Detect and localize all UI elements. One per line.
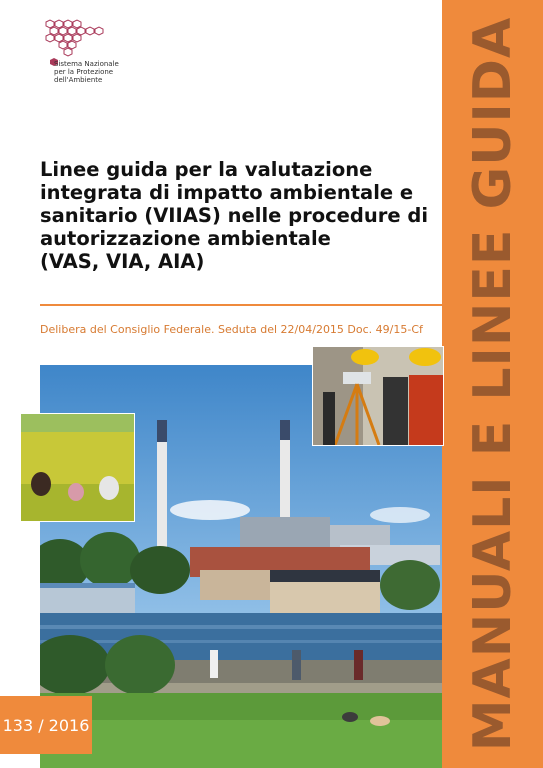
issue-number: 133 / 2016 — [2, 715, 90, 735]
surveyors-photo — [312, 346, 444, 446]
divider — [40, 304, 442, 306]
document-title — [40, 158, 440, 273]
title-line: (VAS, VIA, AIA) — [40, 250, 205, 273]
logo-line: dell'Ambiente — [54, 76, 103, 84]
title-line: Linee guida per la valutazione — [40, 158, 373, 181]
logo-text — [54, 60, 119, 84]
logo-line: Sistema Nazionale — [54, 60, 119, 68]
logo-line: per la Protezione — [54, 68, 114, 76]
title-line: integrata di impatto ambientale e — [40, 181, 414, 204]
title-line: autorizzazione ambientale — [40, 227, 331, 250]
title-line: sanitario (VIIAS) nelle procedure di — [40, 204, 429, 227]
issue-badge — [0, 696, 92, 754]
series-label: MANUALI E LINEE GUIDA — [462, 16, 523, 752]
subtitle: Delibera del Consiglio Federale. Seduta del 22/04/2015 Doc. 49/15-Cf — [40, 323, 423, 336]
side-band — [442, 0, 543, 768]
field-photo — [20, 413, 135, 522]
